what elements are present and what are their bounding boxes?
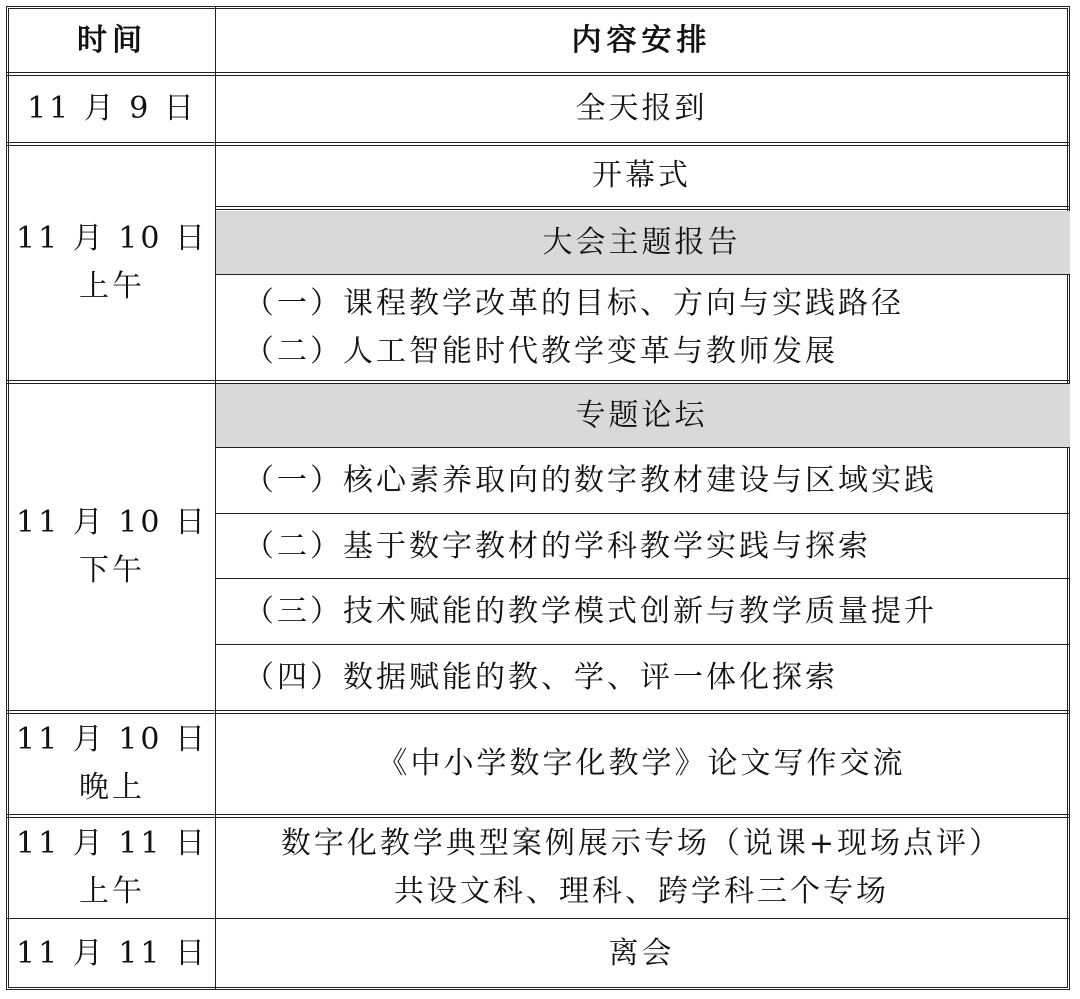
- content-cell: 全天报到: [575, 91, 708, 126]
- sub-separator: [216, 513, 1070, 514]
- content-line: 数字化教学典型案例展示专场（说课+现场点评）: [280, 826, 1003, 861]
- time-period: 上午: [79, 874, 145, 909]
- header-time: 时间: [77, 22, 147, 58]
- keynote-item: （一）课程教学改革的目标、方向与实践路径: [244, 286, 904, 321]
- time-cell: [9, 818, 215, 918]
- sub-separator: [216, 206, 1070, 210]
- forum-title: 专题论坛: [575, 397, 708, 433]
- forum-item: （四）数据赋能的教、学、评一体化探索: [244, 660, 838, 695]
- time-period: 晚上: [79, 770, 145, 805]
- keynote-title: 大会主题报告: [542, 224, 741, 260]
- content-cell: 离会: [608, 935, 675, 971]
- time-cell: [9, 146, 215, 380]
- content-line: 共设文科、理科、跨学科三个专场: [394, 874, 889, 909]
- time-date: 11 月 10 日: [16, 221, 208, 256]
- time-period: 上午: [79, 269, 145, 304]
- time-period: 下午: [79, 553, 145, 588]
- keynote-item: （二）人工智能时代教学变革与教师发展: [244, 334, 838, 369]
- forum-item: （二）基于数字教材的学科教学实践与探索: [244, 528, 871, 564]
- time-cell: [9, 714, 215, 814]
- forum-item: （三）技术赋能的教学模式创新与教学质量提升: [244, 594, 937, 629]
- forum-item: （一）核心素养取向的数字教材建设与区域实践: [244, 463, 937, 498]
- opening-cell: 开幕式: [592, 158, 691, 193]
- content-cell: 《中小学数字化教学》论文写作交流: [377, 746, 906, 781]
- time-date: 11 月 10 日: [16, 722, 208, 757]
- time-cell: 11 月 11 日: [16, 935, 208, 971]
- sub-separator: [216, 447, 1070, 448]
- header-content: 内容安排: [571, 22, 712, 58]
- time-date: 11 月 11 日: [16, 826, 208, 861]
- content-cell: [216, 818, 1067, 918]
- sub-separator: [216, 274, 1070, 275]
- row-separator: [6, 918, 1070, 919]
- sub-separator: [216, 578, 1070, 579]
- sub-separator: [216, 644, 1070, 645]
- time-cell: 11 月 9 日: [27, 91, 197, 126]
- keynote-items: [216, 276, 1067, 380]
- time-cell: [9, 384, 215, 710]
- time-date: 11 月 10 日: [16, 505, 208, 540]
